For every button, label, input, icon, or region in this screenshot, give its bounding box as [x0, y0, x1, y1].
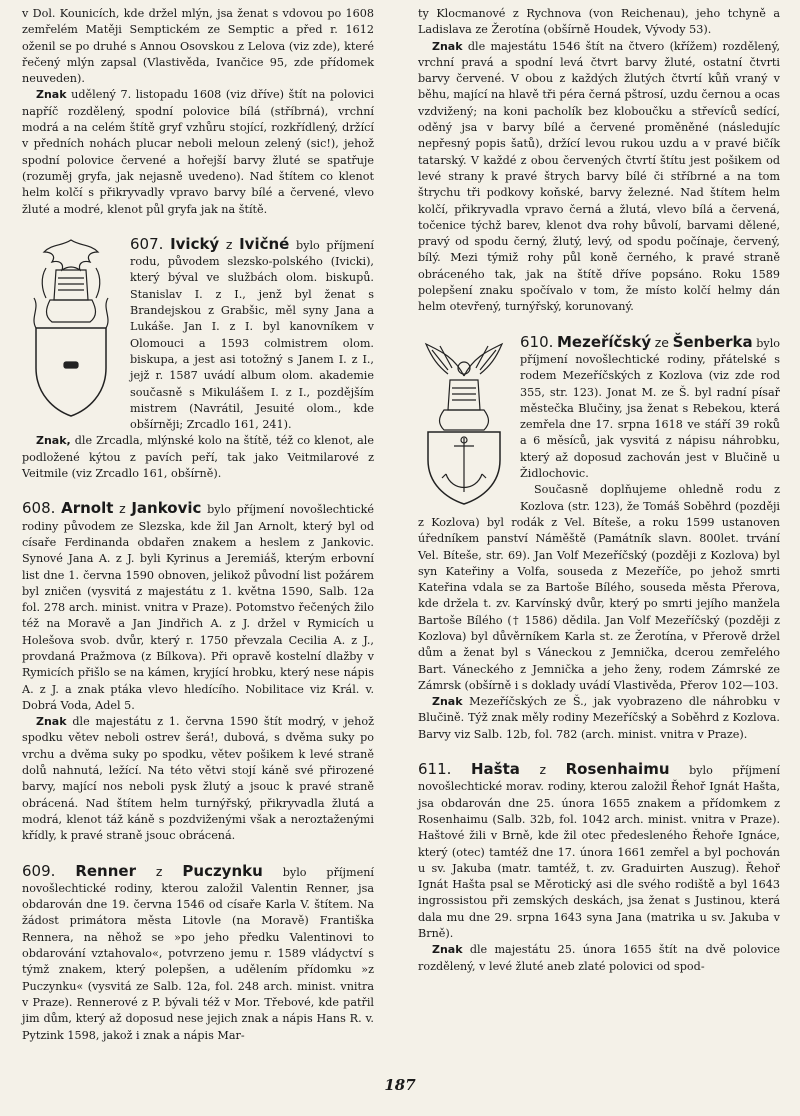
entry-text: bylo příjmení novošlechtické rodiny původem ze Slezska, kde žil Jan Arnolt, který byl od císaře Ferdinanda obdařen znakem a heslem z Jankovic. Synové Jana A. z J. byli Kyrinus a Jeremiáš, kterým erbovní list dne 1. června 1590 obnoven, jelikož původní list požárem byl zničen (vysvitá z majestátu z 1. května 1590, Salb. 12a fol. 278 arch. minist. vnitra v Praze). Potomstvo řečených žilo též na Moravě a Jan Jindřich A. z J. držel v Rymicích u Holešova svob. dvůr, který r. 1750 převzala Cecilia A. z J., provdaná Pražmova (z Bílkova). Při opravě kostelní dlažby v Rymicích přišlo se na kámen, kryjící hrobku, který nese nápis A. z J. a znak ptáka vlevo hledícího. Nobilitace viz Král. v. Dobrá Voda, Adel 5. [22, 503, 374, 712]
paragraph [418, 39, 780, 316]
entry-preposition: ze [654, 334, 669, 350]
entry-preposition: z [539, 762, 547, 778]
arms-keyword: Znak [432, 943, 463, 957]
entry-text: bylo příjmení novošlechtické morav. rodiny, kterou založil Řehoř Ignát Hašta, jsa obdarován dne 25. února 1655 znakem a přídomkem z Rosenhaimu (Salb. 32b, fol. 1042 arch. minist. vnitra v Praze). Haštové žili v Brně, kde žil otec předesleného Řehoře Ignáce, který (otec) tamtéž dne 17. února 1661 zemřel a byl pochován u sv. Jakuba (matr. tamtéž, t. zv. Graduirten Auszug). Řehoř Ignát Hašta psal se Měrotický asi dle svého rodiště a byl 1643 ingrossistou při zemských deskách, jsa ženat s Justinou, která dala mu dne 29. srpna 1643 syna Jana (matrika u sv. Jakuba v Brně). [418, 764, 781, 941]
paragraph [418, 942, 780, 975]
arms-keyword: Znak [36, 715, 67, 729]
arms-text: Mezeříčských ze Š., jak vyobrazeno dle náhrobku v Blučině. Týž znak měly rodiny Mezeříčský a Soběhrd z Kozlova. Barvy viz Salb. 12b, fol. 782 (arch. minist. vnitra v Praze). [418, 695, 780, 741]
entry-609 [22, 863, 374, 1044]
entry-name: Hašta [470, 760, 520, 779]
arms-text: udělený 7. listopadu 1608 (viz dříve) štít na polovici napříč rozdělený, spodní polovice bílá (stříbrná), vrchní modrá a na celém štítě gryf vzhůru stojící, rozkřídlený, držící v předních nohách plucar neboli meloun zelený (sic!), jehož spodní polovice červené a hořejší barvy žluté se spatřuje (rozuměj gryfa, jak nejasně uvedeno). Nad štítem co klenot helm kolčí s přikryvadly vpravo barvy bílé a červené, vlevo žluté a modré, klenot půl gryfa jak na štítě. [22, 88, 374, 216]
arms-keyword: Znak [432, 695, 463, 709]
entry-name: Mezeříčský [557, 332, 652, 351]
arms-keyword: Znak [432, 39, 463, 53]
entry-name: Arnolt [61, 499, 114, 518]
entry-preposition: z [155, 863, 163, 879]
paragraph: ty Klocmanové z Rychnova (von Reichenau), jeho tchyně a Ladislava ze Žerotína (obšírně Houdek, Vývody 53). [418, 7, 780, 37]
entry-name: Ivický [170, 234, 220, 253]
entry-place: Rosenhaimu [565, 760, 670, 779]
entry-name: Renner [75, 861, 136, 880]
entry-place: Jankovic [131, 499, 202, 518]
arms-keyword: Znak, [36, 434, 71, 448]
paragraph [418, 694, 780, 743]
entry-preposition: z [225, 236, 233, 252]
entry-place: Puczynku [182, 861, 263, 880]
entry-place: Ivičné [239, 234, 290, 253]
page-number: 187 [384, 1076, 416, 1094]
paragraph [22, 714, 374, 844]
arms-text: dle majestátu z 1. června 1590 štít modrý, v jehož spodku větev neboli ostrev šerá!, dubová, s dvěma suky po vrchu a dvěma suky po spodku, větev pošikem k levé straně dolů nahnutá, ležící. Na této větvi stojí káně své přirozené barvy, mající nos neboli pysk žlutý a jsouc k pravé straně obrácená. Nad štítem helm turnýřský, přikryvadla žlutá a modrá, klenot táž káně s pozdviženými však a neroztaženými křídly, k pravé straně jsouc obrácená. [22, 715, 374, 843]
entry-text: bylo příjmení novošlechtické rodiny, kterou založil Valentin Renner, jsa obdarován dne 19. června 1546 od císaře Karla V. štítem. Na žádost primátora města Litovle (na Moravě) Františka Rennera, na něhož se »po jeho předku Valentinovi to obdarování vztahovalo«, potvrzeno jemu r. 1589 vládyctví s týmž znakem, který polepšen, a udělením přídomku »z Puczynku« (vysvitá ze Salb. 12a, fol. 248 arch. minist. vnitra v Praze). Rennerové z P. bývali též v Mor. Třebové, kde patřil jim dům, který až doposud nese jejich znak a nápis Hans R. v. Pytzink 1598, jakož i znak a nápis Mar- [22, 865, 374, 1042]
arms-text: dle Zrcadla, mlýnské kolo na štítě, též co klenot, ale podložené kýtou z pavích peří, tak jako Veitmilarové z Veitmile (viz Zrcadlo 161, obšírně). [22, 434, 374, 481]
entry-607 [22, 236, 374, 434]
right-column [418, 6, 780, 975]
arms-keyword: Znak [36, 88, 67, 102]
entry-text: bylo příjmení rodu, původem slezsko-polského (Ivicki), který býval ve službách olom. biskupů. Stanislav I. z I., jenž byl ženat s Brandejskou z Grabšic, měl syny Jana a Lukáše. Jan I. z I. byl kanovníkem v Olomouci a 1593 colmistrem olom. biskupa, a jest asi totožný s Janem I. z I., jejž r. 1587 uvádí album olom. akademie současně s Mikulášem I. z I., pozdějším mistrem (Navrátil, Jesuité olom., kde obšírněji; Zrcadlo 161, 241). [130, 238, 375, 432]
entry-text: bylo příjmení novošlechtické rodiny, přátelské s rodem Mezeříčských z Kozlova (viz zde rod 355, str. 123). Jonat M. ze Š. byl radní písař městečka Blučiny, jsa ženat s Rebekou, která zemřela dne 17. srpna 1618 ve stáří 39 roků a 6 měsíců, jak vysvitá z nápisu náhrobku, který až doposud zachován jest v Blučině u Židlochovic. [520, 336, 781, 481]
entry-610 [418, 334, 780, 483]
entry-611 [418, 761, 780, 942]
entry-608 [22, 500, 374, 714]
arms-text: dle majestátu 1546 štít na čtvero (křížem) rozdělený, vrchní pravá a spodní levá čtvrt barvy žluté, ostatní čtvrti barvy červené. V obou z každých žlutých čtvrtí kůň vraný v běhu, mající na hlavě tři péra černá pštrosí, uzdu černou a ocas vzdvižený; na koni pacholík bez kloboučku a střevíců sedící, oděný jsa v barvy bílé a červené proměněné (následujíc nepřesný popis šatů), držící levou rukou uzdu a v pravé bičík tatarský. V každé z obou červených čtvrtí štítu jest pošikem od levé strany k pravé štrych barvy bílé či stříbrné a na tom štrychu tři podkovy koňské, barvy železné. Nad štítem helm kolčí, přikryvadla vpravo černá a žlutá, vlevo bílá a červená, točenice týchž barev, klenot dva rohy bůvolí, barvami dělené, pravý od spodu černý, žlutý, levý, od spodu počínaje, červený, bílý. Mezi týmiž rohy půl koně černého, k pravé straně obráceného tak, jak na štítě dříve popsáno. Roku 1589 polepšení znaku spočívalo v tom, že místo kolčí helmy dán helm otevřený, turnýřský, korunovaný. [418, 39, 780, 314]
arms-text: dle majestátu 25. února 1655 štít na dvě polovice rozdělený, v levé žluté aneb zlaté polovici od spod- [418, 943, 780, 973]
paragraph [22, 87, 374, 217]
left-column [22, 6, 374, 1044]
entry-number: 608. [22, 499, 56, 518]
entry-number: 609. [22, 861, 56, 880]
entry-place: Šenberka [672, 332, 753, 351]
coat-of-arms-mezericsky-icon [418, 336, 510, 506]
entry-preposition: z [119, 501, 126, 517]
coat-of-arms-ivicky-icon [22, 238, 120, 418]
entry-number: 611. [418, 760, 452, 779]
paragraph: v Dol. Kounicích, kde držel mlýn, jsa ženat s vdovou po 1608 zemřelém Matěji Semptickém ze Semptic a před r. 1612 oženil se po druhé s Annou Osovskou z Lelova (viz zde), které řečený mlýn zapsal (Vlastivěda, Ivančice 95, zde přídomek neuveden). [22, 7, 374, 86]
paragraph [22, 433, 374, 482]
paragraph: Současně doplňujeme ohledně rodu z Kozlova (str. 123), že Tomáš Soběhrd (později z Kozlova) byl rodák z Vel. Bíteše, a roku 1599 ustanoven úředníkem panství Náměště (Památník slavn. 800let. trvání Vel. Bíteše, str. 69). Jan Volf Mezeříčský (později z Kozlova) byl syn Kateřiny a Volfa, souseda z Mezeříče, po jehož smrti Kateřina vdala se za Bartoše Bílého, souseda města Přerova, kde držela t. zv. Karvínský dvůr, který po smrti jejího manžela Bartoše Bílého († 1586) dědila. Jan Volf Mezeříčský (později z Kozlova) byl důvěrníkem Karla st. ze Žerotína, v Přerově držel dům a ženat byl s Váneckou z Jemnička, dcerou zemřelého Bart. Váneckého z Jemnička a jeho ženy, rodem Zámrské ze Zámrsk (obšírně i s doklady uvádí Vlastivěda, Přerov 102—103. [418, 483, 780, 692]
entry-number: 610. [520, 332, 554, 351]
entry-number: 607. [130, 234, 164, 253]
